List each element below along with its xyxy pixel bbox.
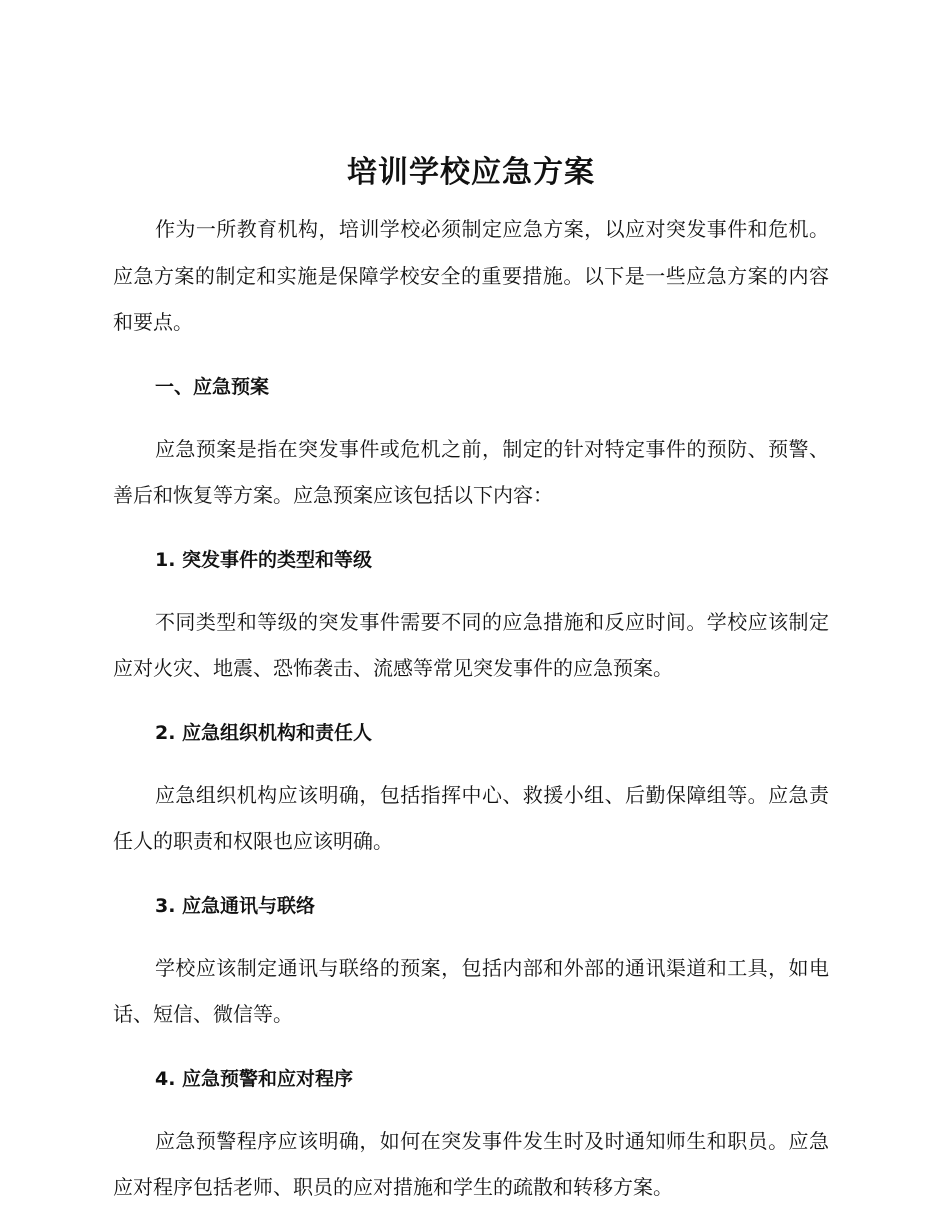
section-paragraph-emergency-plan: 应急预案是指在突发事件或危机之前，制定的针对特定事件的预防、预警、善后和恢复等方案。应急预案应该包括以下内容： (113, 436, 829, 507)
item-paragraph-2: 应急组织机构应该明确，包括指挥中心、救援小组、后勤保障组等。应急责任人的职责和权限也应该明确。 (113, 782, 829, 853)
document-page (113, 148, 829, 1211)
section-heading-emergency-plan: 一、应急预案 (155, 375, 270, 398)
intro-paragraph: 作为一所教育机构，培训学校必须制定应急方案，以应对突发事件和危机。应急方案的制定和实施是保障学校安全的重要措施。以下是一些应急方案的内容和要点。 (113, 217, 829, 334)
item-paragraph-4: 应急预警程序应该明确，如何在突发事件发生时及时通知师生和职员。应急应对程序包括老师、职员的应对措施和学生的疏散和转移方案。 (113, 1128, 829, 1199)
document-title: 培训学校应急方案 (347, 155, 595, 190)
item-heading-4: 4. 应急预警和应对程序 (155, 1067, 354, 1090)
item-heading-2: 2. 应急组织机构和责任人 (155, 721, 373, 744)
item-paragraph-1: 不同类型和等级的突发事件需要不同的应急措施和反应时间。学校应该制定应对火灾、地震、恐怖袭击、流感等常见突发事件的应急预案。 (113, 609, 829, 680)
item-heading-1: 1. 突发事件的类型和等级 (155, 548, 373, 571)
item-heading-3: 3. 应急通讯与联络 (155, 894, 316, 917)
item-paragraph-3: 学校应该制定通讯与联络的预案，包括内部和外部的通讯渠道和工具，如电话、短信、微信等。 (113, 955, 829, 1026)
